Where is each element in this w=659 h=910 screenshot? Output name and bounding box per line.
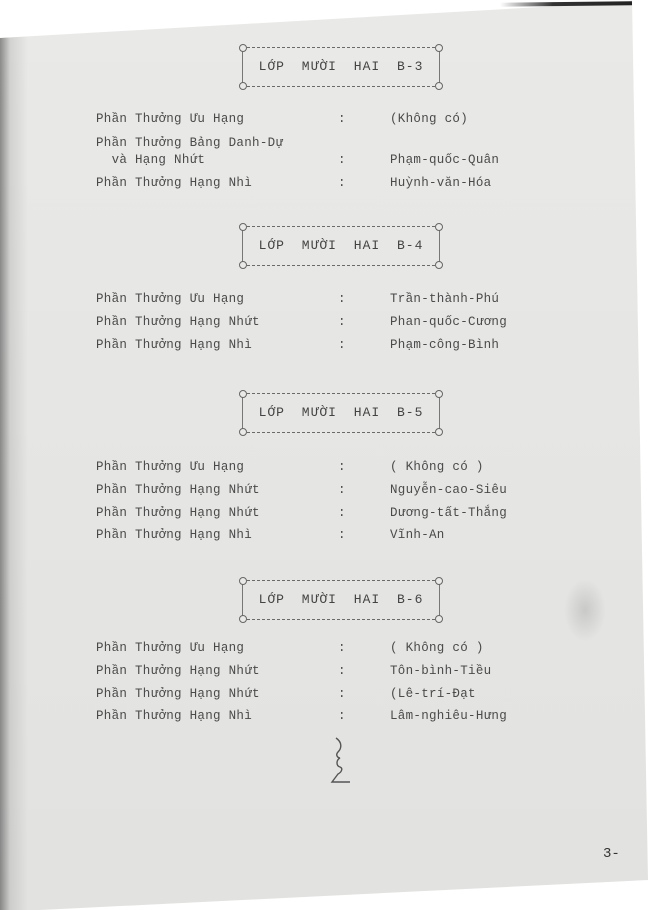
corner-circle-icon xyxy=(435,261,443,269)
award-label: Phần Thưởng Hạng Nhì xyxy=(96,338,253,352)
corner-circle-icon xyxy=(239,615,247,623)
recipient-name: Nguyễn-cao-Siêu xyxy=(390,483,508,497)
separator-colon: : xyxy=(338,687,346,701)
separator-colon: : xyxy=(338,460,346,474)
separator-colon: : xyxy=(338,483,346,497)
recipient-name: Phan-quốc-Cương xyxy=(390,315,508,329)
award-row-continued xyxy=(96,153,536,169)
award-label: Phần Thưởng Hạng Nhứt xyxy=(96,315,260,329)
award-row xyxy=(96,292,536,308)
award-row xyxy=(96,641,536,657)
award-row xyxy=(96,136,536,152)
award-label-continued: và Hạng Nhứt xyxy=(96,153,206,167)
corner-circle-icon xyxy=(239,223,247,231)
award-label: Phần Thưởng Ưu Hạng xyxy=(96,460,245,474)
section-title: LỚP MƯỜI HAI B-5 xyxy=(258,405,424,420)
corner-circle-icon xyxy=(239,82,247,90)
award-row xyxy=(96,709,536,725)
corner-circle-icon xyxy=(435,428,443,436)
separator-colon: : xyxy=(338,528,346,542)
separator-colon: : xyxy=(338,292,346,306)
award-row xyxy=(96,483,536,499)
recipient-name: Trần-thành-Phú xyxy=(390,292,500,306)
award-row xyxy=(96,315,536,331)
award-label: Phần Thưởng Hạng Nhứt xyxy=(96,687,260,701)
recipient-name: (Lê-trí-Đạt xyxy=(390,687,476,701)
corner-circle-icon xyxy=(435,577,443,585)
award-label: Phần Thưởng Hạng Nhì xyxy=(96,176,253,190)
award-row xyxy=(96,687,536,703)
award-label: Phần Thưởng Hạng Nhì xyxy=(96,709,253,723)
section-title-box-b3 xyxy=(242,47,440,87)
award-label: Phần Thưởng Hạng Nhứt xyxy=(96,483,260,497)
section-title: LỚP MƯỜI HAI B-6 xyxy=(258,592,424,607)
award-label: Phần Thưởng Ưu Hạng xyxy=(96,112,245,126)
corner-circle-icon xyxy=(435,223,443,231)
corner-circle-icon xyxy=(239,577,247,585)
award-label: Phần Thưởng Ưu Hạng xyxy=(96,292,245,306)
corner-circle-icon xyxy=(239,44,247,52)
corner-circle-icon xyxy=(435,44,443,52)
separator-colon: : xyxy=(338,315,346,329)
award-row xyxy=(96,176,536,192)
award-row xyxy=(96,112,536,128)
recipient-name: Huỳnh-văn-Hóa xyxy=(390,176,492,190)
award-label: Phần Thưởng Hạng Nhứt xyxy=(96,506,260,520)
recipient-name: Lâm-nghiêu-Hưng xyxy=(390,709,508,723)
award-label: Phần Thưởng Ưu Hạng xyxy=(96,641,245,655)
separator-colon: : xyxy=(338,338,346,352)
section-title-box-b6 xyxy=(242,580,440,620)
section-title-box-b5 xyxy=(242,393,440,433)
recipient-name: Phạm-quốc-Quân xyxy=(390,153,500,167)
corner-circle-icon xyxy=(239,428,247,436)
recipient-name: (Không có) xyxy=(390,112,469,126)
separator-colon: : xyxy=(338,709,346,723)
award-row xyxy=(96,460,536,476)
corner-circle-icon xyxy=(239,390,247,398)
section-title: LỚP MƯỜI HAI B-3 xyxy=(258,59,424,74)
section-title: LỚP MƯỜI HAI B-4 xyxy=(258,238,424,253)
separator-colon: : xyxy=(338,506,346,520)
award-row xyxy=(96,664,536,680)
award-label: Phần Thưởng Hạng Nhì xyxy=(96,528,253,542)
recipient-name: Dương-tất-Thắng xyxy=(390,506,508,520)
award-label: Phần Thưởng Hạng Nhứt xyxy=(96,664,260,678)
award-row xyxy=(96,338,536,354)
end-flourish-icon xyxy=(328,736,358,784)
recipient-name: Phạm-công-Bình xyxy=(390,338,500,352)
recipient-name: Vĩnh-An xyxy=(390,528,445,542)
separator-colon: : xyxy=(338,641,346,655)
corner-circle-icon xyxy=(239,261,247,269)
separator-colon: : xyxy=(338,176,346,190)
page-number: 3- xyxy=(603,846,620,862)
corner-circle-icon xyxy=(435,615,443,623)
award-label: Phần Thưởng Bảng Danh-Dự xyxy=(96,136,284,150)
recipient-name: Tôn-bình-Tiều xyxy=(390,664,492,678)
award-row xyxy=(96,528,536,544)
recipient-name: ( Không có ) xyxy=(390,460,484,474)
corner-circle-icon xyxy=(435,390,443,398)
separator-colon: : xyxy=(338,664,346,678)
recipient-name: ( Không có ) xyxy=(390,641,484,655)
corner-circle-icon xyxy=(435,82,443,90)
section-title-box-b4 xyxy=(242,226,440,266)
award-row xyxy=(96,506,536,522)
separator-colon: : xyxy=(338,112,346,126)
separator-colon: : xyxy=(338,153,346,167)
